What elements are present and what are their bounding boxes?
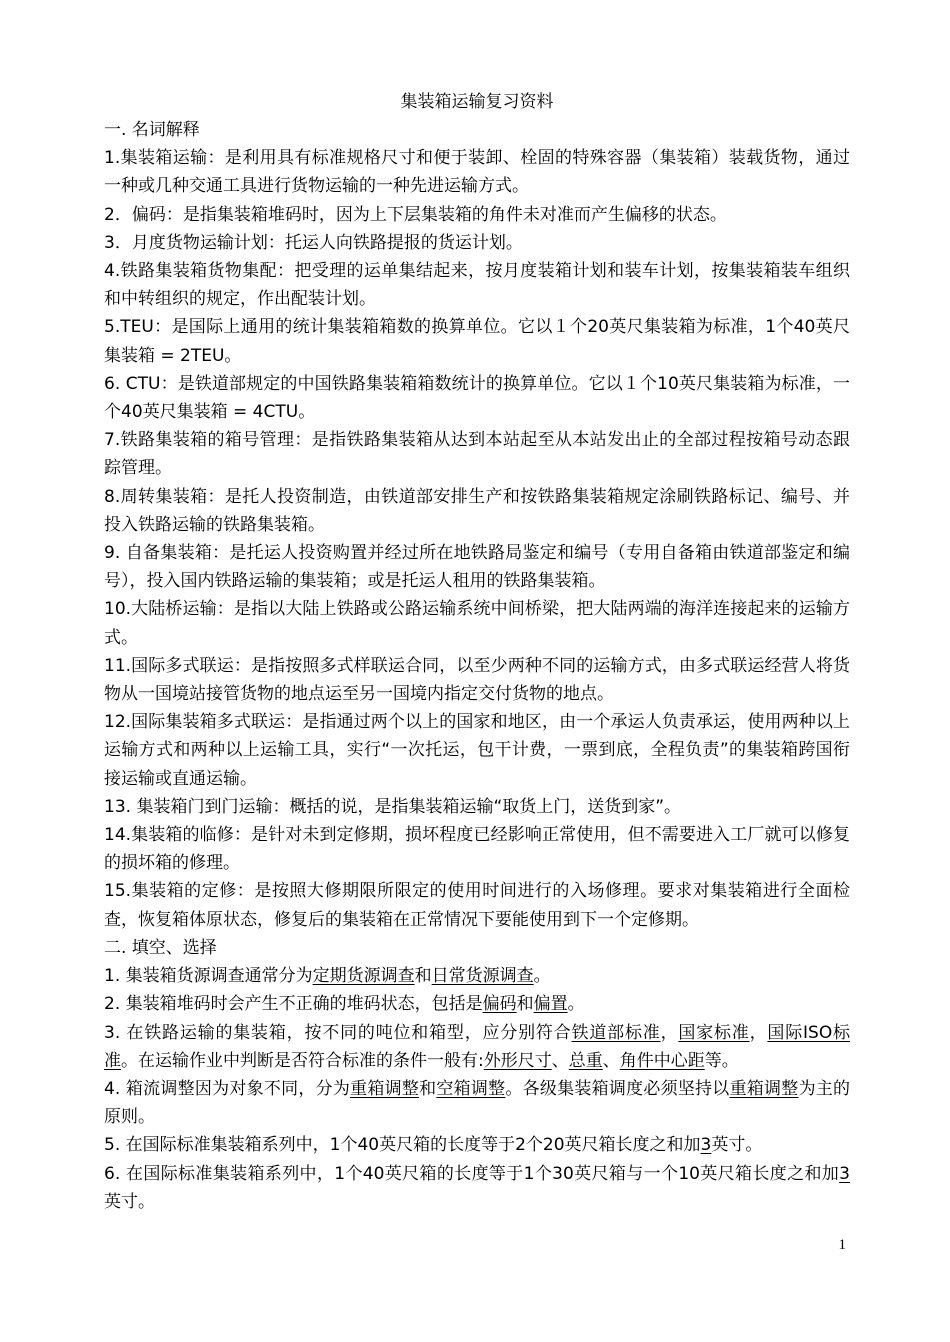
- answer-underlined: 国家标准: [678, 1022, 750, 1043]
- answer-underlined: 铁道部标准: [571, 1022, 661, 1043]
- definition-item: 12.国际集装箱多式联运：是指通过两个以上的国家和地区，由一个承运人负责承运，使用两种以上运输方式和两种以上运输工具，实行“一次托运，包干计费，一票到底，全程负责”的集装箱跨国衔接运输或直通运输。: [104, 712, 850, 789]
- question-text: 英寸。: [104, 1191, 155, 1212]
- definition-item: 3．月度货物运输计划：托运人向铁路提报的货运计划。: [104, 232, 523, 253]
- question-item: [104, 962, 850, 990]
- question-text: 5. 在国际标准集装箱系列中，1个40英尺箱的长度等于2个20英尺箱长度之和加: [104, 1135, 701, 1156]
- answer-underlined: 偏置: [533, 994, 568, 1015]
- question-text: 英寸。: [711, 1135, 763, 1156]
- question-item: [104, 1075, 850, 1131]
- definition-item: 14.集装箱的临修：是针对未到定修期，损坏程度已经影响正常使用，但不需要进入工厂就可以修复的损坏箱的修理。: [104, 825, 850, 874]
- question-text: 、: [602, 1050, 620, 1071]
- definition-item: 11.国际多式联运：是指按照多式样联运合同，以至少两种不同的运输方式，由多式联运经营人将货物从一国境站接管货物的地点运至另一国境内指定交付货物的地点。: [104, 655, 850, 705]
- document-title: 集装箱运输复习资料: [400, 92, 554, 112]
- definition-item: 2．偏码：是指集装箱堆码时，因为上下层集装箱的角件未对准而产生偏移的状态。: [104, 204, 727, 225]
- answer-underlined: 国际ISO标准: [104, 1022, 851, 1071]
- question-text: 。各级集装箱调度必须坚持以: [505, 1078, 730, 1099]
- answer-underlined: 角件中心距: [619, 1050, 705, 1071]
- question-text: 。: [567, 994, 585, 1015]
- answer-underlined: 3: [700, 1135, 712, 1156]
- section-heading-fill-in: 二. 填空、选择: [104, 937, 217, 958]
- definition-item: 10.大陆桥运输：是指以大陆上铁路或公路运输系统中间桥梁，把大陆两端的海洋连接起来的运输方式。: [104, 599, 850, 648]
- question-text: 和: [414, 966, 432, 987]
- question-text: 等。: [704, 1050, 739, 1071]
- question-text: 和: [419, 1078, 437, 1099]
- question-item: [104, 1019, 850, 1075]
- answer-underlined: 日常货源调查: [431, 966, 534, 987]
- definition-item: 4.铁路集装箱货物集配：把受理的运单集结起来，按月度装箱计划和装车计划，按集装箱装车组织和中转组织的规定，作出配装计划。: [104, 261, 850, 310]
- question-item: [104, 1160, 850, 1216]
- question-text: 3. 在铁路运输的集装箱，按不同的吨位和箱型，应分别符合: [104, 1022, 572, 1043]
- definition-item: 9. 自备集装箱：是托运人投资购置并经过所在地铁路局鉴定和编号（专用自备箱由铁道部鉴定和编号），投入国内铁路运输的集装箱；或是托运人租用的铁路集装箱。: [104, 543, 850, 592]
- definition-item: 6. CTU：是铁道部规定的中国铁路集装箱箱数统计的换算单位。它以１个10英尺集装箱为标准，一个40英尺集装箱 = 4CTU。: [104, 373, 850, 423]
- answer-underlined: 定期货源调查: [312, 966, 415, 987]
- question-item: [104, 1131, 850, 1159]
- question-text: ，: [749, 1022, 768, 1043]
- question-text: 6. 在国际标准集装箱系列中，1个40英尺箱的长度等于1个30英尺箱与一个10英尺箱长度之和加: [104, 1163, 840, 1184]
- question-text: 2. 集装箱堆码时会产生不正确的堆码状态，包括是: [104, 994, 483, 1015]
- definition-item: 5.TEU：是国际上通用的统计集装箱箱数的换算单位。它以１个20英尺集装箱为标准，1个40英尺集装箱 = 2TEU。: [104, 317, 850, 366]
- answer-underlined: 总重: [568, 1050, 603, 1071]
- answer-underlined: 重箱调整: [350, 1078, 420, 1099]
- answer-underlined: 外形尺寸: [483, 1050, 552, 1071]
- question-text: 、: [551, 1050, 569, 1071]
- answer-underlined: 重箱调整: [729, 1078, 799, 1099]
- question-text: 。在运输作业中判断是否符合标准的条件一般有:: [121, 1050, 484, 1071]
- definition-item: 8.周转集装箱：是托人投资制造，由铁道部安排生产和按铁路集装箱规定涂刷铁路标记、编号、并投入铁路运输的铁路集装箱。: [104, 486, 850, 535]
- answer-underlined: 偏码: [482, 994, 517, 1015]
- question-text: ，: [660, 1022, 679, 1043]
- definition-item: 1.集装箱运输：是利用具有标准规格尺寸和便于装卸、栓固的特殊容器（集装箱）装载货物，通过一种或几种交通工具进行货物运输的一种先进运输方式。: [104, 148, 850, 197]
- question-text: 和: [516, 994, 534, 1015]
- page-number: 1: [838, 1237, 846, 1253]
- question-text: 1. 集装箱货源调查通常分为: [104, 966, 313, 987]
- definition-item: 13. 集装箱门到门运输：概括的说，是指集装箱运输“取货上门，送货到家”。: [104, 796, 682, 817]
- definition-item: 7.铁路集装箱的箱号管理：是指铁路集装箱从达到本站起至从本站发出止的全部过程按箱号动态跟踪管理。: [104, 430, 850, 479]
- answer-underlined: 3: [839, 1163, 850, 1184]
- question-text: 。: [533, 966, 551, 987]
- answer-underlined: 空箱调整: [436, 1078, 506, 1099]
- question-text: 4. 箱流调整因为对象不同，分为: [104, 1078, 351, 1099]
- document-page: [104, 88, 850, 1216]
- question-text: 为主的原则。: [104, 1078, 851, 1128]
- definition-item: 15.集装箱的定修：是按照大修期限所限定的使用时间进行的入场修理。要求对集装箱进行全面检查，恢复箱体原状态，修复后的集装箱在正常情况下要能使用到下一个定修期。: [104, 881, 850, 930]
- question-item: [104, 990, 850, 1018]
- section-heading-definitions: 一. 名词解释: [104, 120, 200, 140]
